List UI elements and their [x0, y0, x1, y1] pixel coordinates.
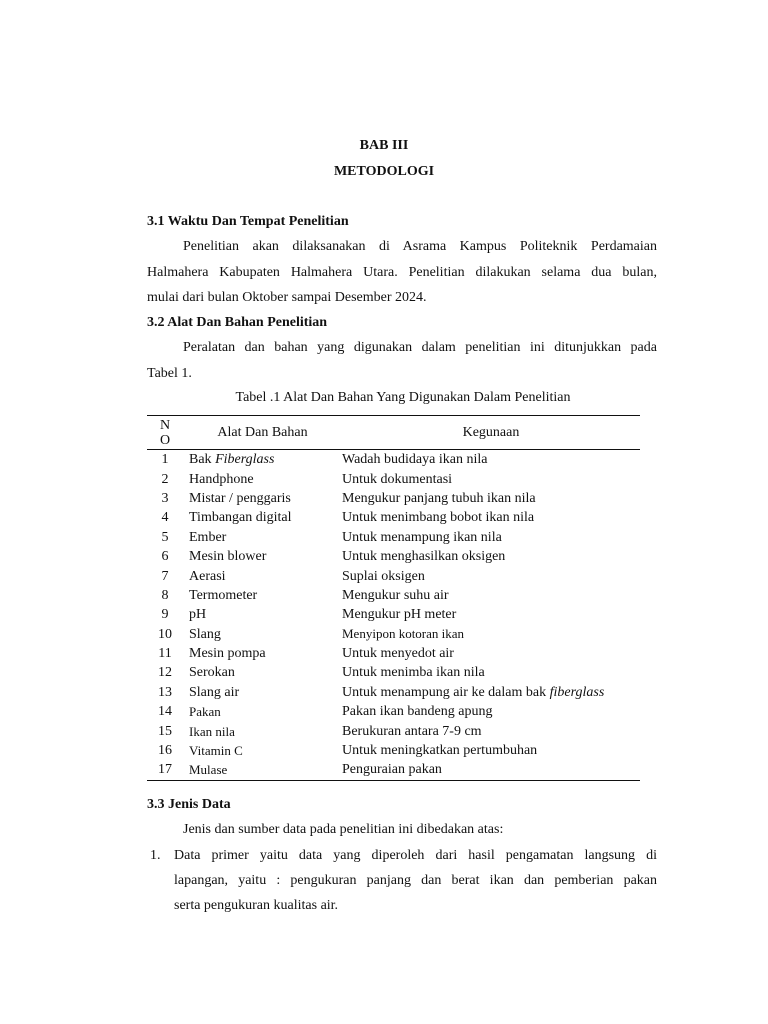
- cell-no: 11: [158, 646, 172, 662]
- paragraph-line: Tabel 1.: [147, 366, 192, 381]
- cell-kegunaan: Menyipon kotoran ikan: [342, 626, 465, 642]
- cell-kegunaan: Untuk dokumentasi: [342, 471, 453, 487]
- cell-no: 5: [161, 529, 169, 545]
- cell-no: 8: [161, 587, 169, 603]
- cell-kegunaan: Untuk meningkatkan pertumbuhan: [342, 743, 538, 759]
- cell-no: 9: [161, 607, 169, 623]
- list-item-line: lapangan, yaitu : pengukuran panjang dan berat ikan dan pemberian pakan: [174, 873, 657, 888]
- cell-no: 1: [161, 452, 169, 468]
- cell-no: 14: [158, 704, 172, 720]
- cell-alat: Serokan: [189, 665, 235, 681]
- equipment-table: [147, 415, 640, 781]
- cell-kegunaan: Mengukur suhu air: [342, 587, 449, 603]
- paragraph-line: Jenis dan sumber data pada penelitian ini dibedakan atas:: [183, 822, 504, 837]
- cell-kegunaan: Untuk menampung ikan nila: [342, 529, 502, 545]
- table-row: [147, 760, 640, 780]
- cell-alat: Mesin pompa: [189, 646, 266, 662]
- paragraph-line: Penelitian akan dilaksanakan di Asrama Kampus Politeknik Perdamaian: [183, 239, 657, 254]
- cell-no: 16: [158, 743, 172, 759]
- cell-no: 10: [158, 626, 172, 642]
- paragraph-line: Peralatan dan bahan yang digunakan dalam penelitian ini ditunjukkan pada: [183, 340, 657, 355]
- cell-alat: Timbangan digital: [189, 510, 292, 526]
- list-item-line: Data primer yaitu data yang diperoleh dari hasil pengamatan langsung di: [174, 848, 657, 863]
- table-row: [147, 721, 640, 740]
- cell-kegunaan: Wadah budidaya ikan nila: [342, 452, 488, 468]
- table-row: [147, 489, 640, 508]
- cell-kegunaan: Mengukur pH meter: [342, 607, 457, 623]
- table-row: [147, 644, 640, 663]
- header-alat: Alat Dan Bahan: [217, 425, 308, 440]
- cell-alat: Bak Fiberglass: [189, 452, 275, 468]
- cell-alat: Mistar / penggaris: [189, 490, 291, 506]
- cell-alat: Mesin blower: [189, 549, 267, 565]
- list-number: 1.: [150, 848, 161, 863]
- table-row: [147, 528, 640, 547]
- table-row: [147, 702, 640, 721]
- table-row: [147, 566, 640, 585]
- cell-alat: Vitamin C: [189, 743, 243, 759]
- cell-kegunaan: Untuk menampung air ke dalam bak fiberglass: [342, 684, 605, 700]
- table-row: [147, 683, 640, 702]
- table-header-row: [147, 416, 640, 450]
- cell-no: 17: [158, 762, 172, 778]
- cell-alat: Handphone: [189, 471, 254, 487]
- cell-alat: Slang: [189, 626, 221, 642]
- cell-alat: Pakan: [189, 704, 221, 720]
- cell-no: 15: [158, 723, 172, 739]
- table-row: [147, 625, 640, 644]
- section-heading-3-3: 3.3 Jenis Data: [147, 797, 231, 812]
- header-kegunaan: Kegunaan: [462, 425, 520, 440]
- cell-alat: Ember: [189, 529, 227, 545]
- cell-kegunaan: Untuk menimbang bobot ikan nila: [342, 510, 535, 526]
- chapter-title: METODOLOGI: [333, 164, 435, 179]
- cell-kegunaan: Berukuran antara 7-9 cm: [342, 723, 482, 739]
- cell-kegunaan: Untuk menghasilkan oksigen: [342, 549, 506, 565]
- paragraph-line: mulai dari bulan Oktober sampai Desember 2024.: [147, 290, 427, 305]
- cell-no: 13: [158, 684, 172, 700]
- chapter-label: BAB III: [359, 138, 409, 153]
- table-row: [147, 508, 640, 527]
- cell-no: 12: [158, 665, 172, 681]
- cell-no: 2: [161, 471, 169, 487]
- table-row: [147, 741, 640, 760]
- cell-no: 3: [161, 490, 169, 506]
- table-row: [147, 586, 640, 605]
- cell-alat: Ikan nila: [189, 723, 235, 739]
- cell-kegunaan: Penguraian pakan: [342, 762, 442, 778]
- cell-alat: pH: [189, 607, 207, 623]
- cell-alat: Mulase: [189, 762, 228, 778]
- section-heading-3-2: 3.2 Alat Dan Bahan Penelitian: [147, 315, 328, 330]
- cell-kegunaan: Suplai oksigen: [342, 568, 425, 584]
- cell-no: 4: [161, 510, 169, 526]
- list-item-line: serta pengukuran kualitas air.: [174, 898, 339, 913]
- table-row: [147, 469, 640, 488]
- cell-alat: Aerasi: [189, 568, 226, 584]
- cell-kegunaan: Untuk menyedot air: [342, 646, 454, 662]
- table-row: [147, 663, 640, 682]
- cell-no: 6: [161, 549, 169, 565]
- header-no: N O: [159, 417, 171, 448]
- cell-kegunaan: Pakan ikan bandeng apung: [342, 704, 493, 720]
- cell-kegunaan: Mengukur panjang tubuh ikan nila: [342, 490, 536, 506]
- table-row: [147, 547, 640, 566]
- table-caption: Tabel .1 Alat Dan Bahan Yang Digunakan Dalam Penelitian: [235, 390, 571, 405]
- table-row: [147, 605, 640, 624]
- section-heading-3-1: 3.1 Waktu Dan Tempat Penelitian: [147, 214, 349, 229]
- cell-kegunaan: Untuk menimba ikan nila: [342, 665, 485, 681]
- cell-alat: Termometer: [189, 587, 258, 603]
- cell-alat: Slang air: [189, 684, 240, 700]
- cell-no: 7: [161, 568, 169, 584]
- table-row: [147, 450, 640, 470]
- paragraph-line: Halmahera Kabupaten Halmahera Utara. Penelitian dilakukan selama dua bulan,: [147, 265, 657, 280]
